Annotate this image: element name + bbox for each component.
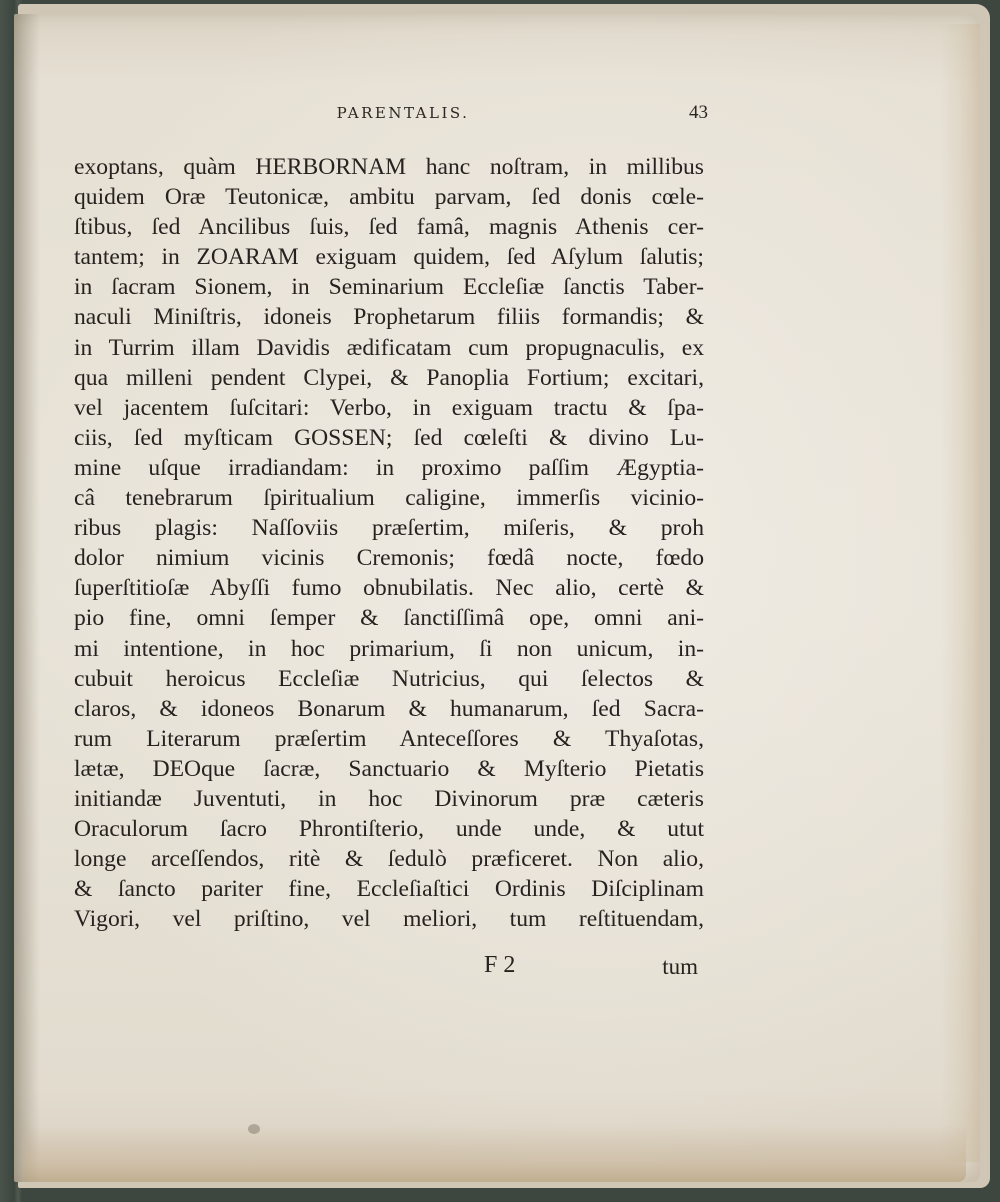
text-line: Vigori, vel priſtino, vel meliori, tum reſtituendam, (74, 906, 704, 933)
text-line: qua milleni pendent Clypei, & Panoplia Fortium; excitari, (74, 364, 704, 391)
running-head (66, 104, 712, 134)
text-line: in Turrim illam Davidis ædificatam cum propugnaculis, ex (74, 334, 704, 361)
text-line: exoptans, quàm HERBORNAM hanc noſtram, in millibus (74, 154, 704, 180)
text-line: rum Literarum præſertim Anteceſſores & Thyaſotas, (74, 725, 704, 752)
text-line: ribus plagis: Naſſoviis præſertim, miſeris, & proh (74, 515, 704, 542)
running-head-title: PARENTALIS. (336, 104, 470, 122)
paper-blemish (248, 1124, 260, 1134)
text-line: ciis, ſed myſticam GOSSEN; ſed cœleſti & divino Lu- (74, 424, 704, 451)
body-text (74, 152, 704, 934)
page-footer (74, 950, 704, 984)
catchword: tum (662, 954, 698, 979)
text-line: cubuit heroicus Eccleſiæ Nutricius, qui ſelectos & (74, 665, 704, 692)
text-line: & ſancto pariter fine, Eccleſiaſtici Ordinis Diſciplinam (74, 876, 704, 903)
page-edge-stain-bottom (24, 1124, 966, 1182)
text-line: ſuperſtitioſæ Abyſſi fumo obnubilatis. Nec alio, certè & (74, 575, 704, 602)
text-line: in ſacram Sionem, in Seminarium Eccleſiæ ſanctis Taber- (74, 274, 704, 301)
text-line: ſtibus, ſed Ancilibus ſuis, ſed famâ, magnis Athenis cer- (74, 214, 704, 241)
text-line: quidem Oræ Teutonicæ, ambitu parvam, ſed donis cœle- (74, 184, 704, 211)
text-line: mi intentione, in hoc primarium, ſi non unicum, in- (74, 635, 704, 662)
text-line: longe arceſſendos, ritè & ſedulò præficeret. Non alio, (74, 846, 704, 873)
text-line: tantem; in ZOARAM exiguam quidem, ſed Aſylum ſalutis; (74, 244, 704, 271)
text-line: Oraculorum ſacro Phrontiſterio, unde unde, & utut (74, 816, 704, 843)
gutter-shadow (14, 14, 40, 1182)
text-line: pio fine, omni ſemper & ſanctiſſimâ ope, omni ani- (74, 605, 704, 632)
text-line: naculi Miniſtris, idoneis Prophetarum filiis formandis; & (74, 304, 704, 331)
page-number: 43 (689, 102, 708, 123)
text-line: câ tenebrarum ſpiritualium caligine, immerſis vicinio- (74, 485, 704, 512)
text-line: claros, & idoneos Bonarum & humanarum, ſed Sacra- (74, 695, 704, 722)
text-line: initiandæ Juventuti, in hoc Divinorum præ cæteris (74, 785, 704, 812)
signature-mark: F 2 (484, 952, 516, 978)
page-edge-stain-right (940, 24, 980, 1162)
text-line: dolor nimium vicinis Cremonis; fœdâ nocte, fœdo (74, 545, 704, 572)
text-line: mine uſque irradiandam: in proximo paſſim Ægyptia- (74, 454, 704, 481)
text-line: vel jacentem ſuſcitari: Verbo, in exiguam tractu & ſpa- (74, 394, 704, 421)
text-line: lætæ, DEOque ſacræ, Sanctuario & Myſterio Pietatis (74, 755, 704, 782)
